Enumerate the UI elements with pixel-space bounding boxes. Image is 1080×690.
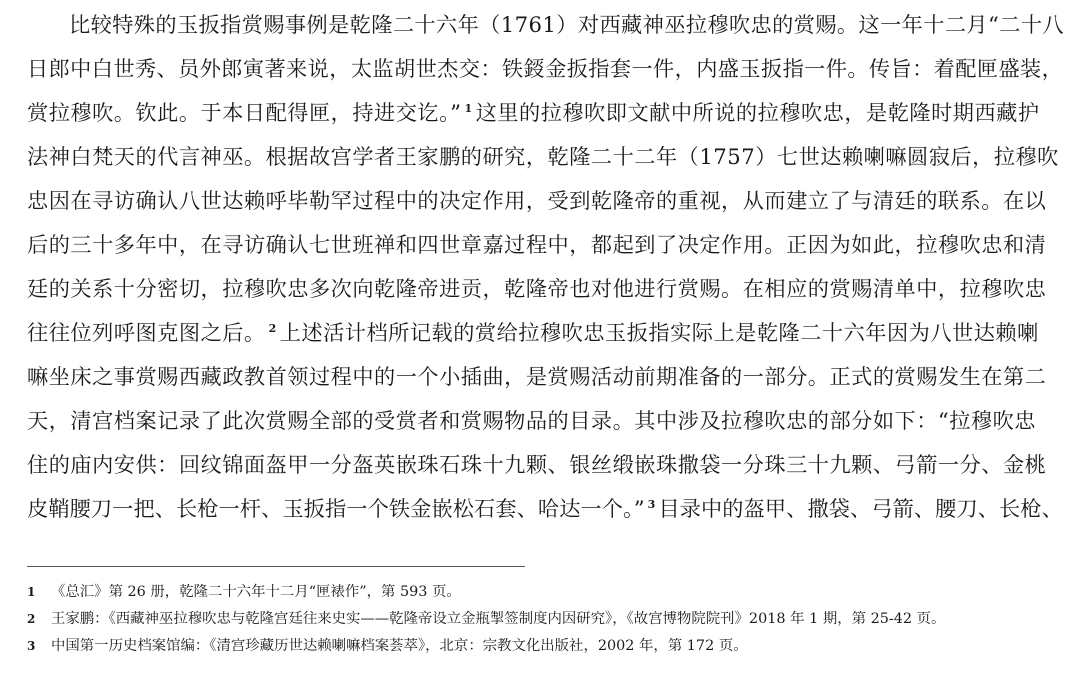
text-line: [27, 399, 1036, 443]
text-line: [27, 91, 1040, 135]
text-line: [27, 311, 1039, 355]
line-text: 上述活计档所记载的赏给拉穆吹忠玉扳指实际上是乾隆二十六年因为八世达赖喇: [279, 320, 1039, 345]
text-line: [27, 135, 1059, 179]
footnote-text: 《总汇》第 26 册，乾隆二十六年十二月“匣裱作”，第 593 页。: [51, 584, 461, 600]
line-text: 日郎中白世秀、员外郎寅著来说，太监胡世杰交：铁鋄金扳指套一件，内盛玉扳指一件。传旨：着配匣盛装，: [27, 56, 1064, 81]
text-line: [27, 179, 1046, 223]
line-text: 往往位列呼图克图之后。: [27, 320, 266, 345]
text-line: [27, 267, 1046, 311]
line-text: 廷的关系十分密切，拉穆吹忠多次向乾隆帝进贡，乾隆帝也对他进行赏赐。在相应的赏赐清单中，拉穆吹忠: [27, 276, 1047, 301]
line-text: 皮鞘腰刀一把、长枪一杆、玉扳指一个铁金嵌松石套、哈达一个。”: [27, 496, 645, 521]
text-line: [27, 355, 1046, 399]
line-text: 目录中的盔甲、撒袋、弓箭、腰刀、长枪、: [658, 496, 1063, 521]
line-text: 住的庙内安供：回纹锦面盔甲一分盔英嵌珠石珠十九颗、银丝缎嵌珠撒袋一分珠三十九颗、弓箭一分、金桃: [27, 452, 1047, 477]
footnote-number: 1: [27, 585, 36, 599]
footnote-marker[interactable]: 3: [647, 498, 656, 511]
footnote-item: [27, 607, 945, 631]
footnote-item: [27, 634, 748, 658]
line-text: 嘛坐床之事赏赐西藏政教首领过程中的一个小插曲，是赏赐活动前期准备的一部分。正式的赏赐发生在第二: [27, 364, 1047, 389]
line-text: 后的三十多年中，在寻访确认七世班禅和四世章嘉过程中，都起到了决定作用。正因为如此，拉穆吹忠和清: [27, 232, 1047, 257]
footnote-number: 3: [27, 639, 36, 653]
text-line: [69, 3, 1064, 47]
footnote-marker[interactable]: 2: [268, 322, 277, 335]
footnote-text: 中国第一历史档案馆编：《清宫珍藏历世达赖喇嘛档案荟萃》，北京：宗教文化出版社，2002 年，第 172 页。: [51, 638, 748, 654]
footnote-divider: [27, 566, 525, 567]
line-text: 这里的拉穆吹即文献中所说的拉穆吹忠，是乾隆时期西藏护: [475, 100, 1040, 125]
line-text: 比较特殊的玉扳指赏赐事例是乾隆二十六年（1761）对西藏神巫拉穆吹忠的赏赐。这一年十二月“二十八: [69, 12, 1065, 37]
line-text: 赏拉穆吹。钦此。于本日配得匣，持进交讫。”: [27, 100, 462, 125]
text-line: [27, 223, 1046, 267]
line-text: 法神白梵天的代言神巫。根据故宫学者王家鹏的研究，乾隆二十二年（1757）七世达赖喇嘛圆寂后，拉穆吹: [27, 144, 1059, 169]
text-line: [27, 487, 1063, 531]
line-text: 天，清宫档案记录了此次赏赐全部的受赏者和赏赐物品的目录。其中涉及拉穆吹忠的部分如下：“拉穆吹忠: [27, 408, 1036, 433]
text-line: [27, 47, 1063, 91]
footnote-marker[interactable]: 1: [464, 102, 473, 115]
footnote-number: 2: [27, 612, 36, 626]
text-line: [27, 443, 1046, 487]
footnote-item: [27, 580, 461, 604]
line-text: 忠因在寻访确认八世达赖呼毕勒罕过程中的决定作用，受到乾隆帝的重视，从而建立了与清廷的联系。在以: [27, 188, 1047, 213]
footnote-text: 王家鹏：《西藏神巫拉穆吹忠与乾隆宫廷往来史实——乾隆帝设立金瓶掣签制度内因研究》，《故宫博物院院刊》2018 年 1 期，第 25-42 页。: [51, 611, 946, 627]
